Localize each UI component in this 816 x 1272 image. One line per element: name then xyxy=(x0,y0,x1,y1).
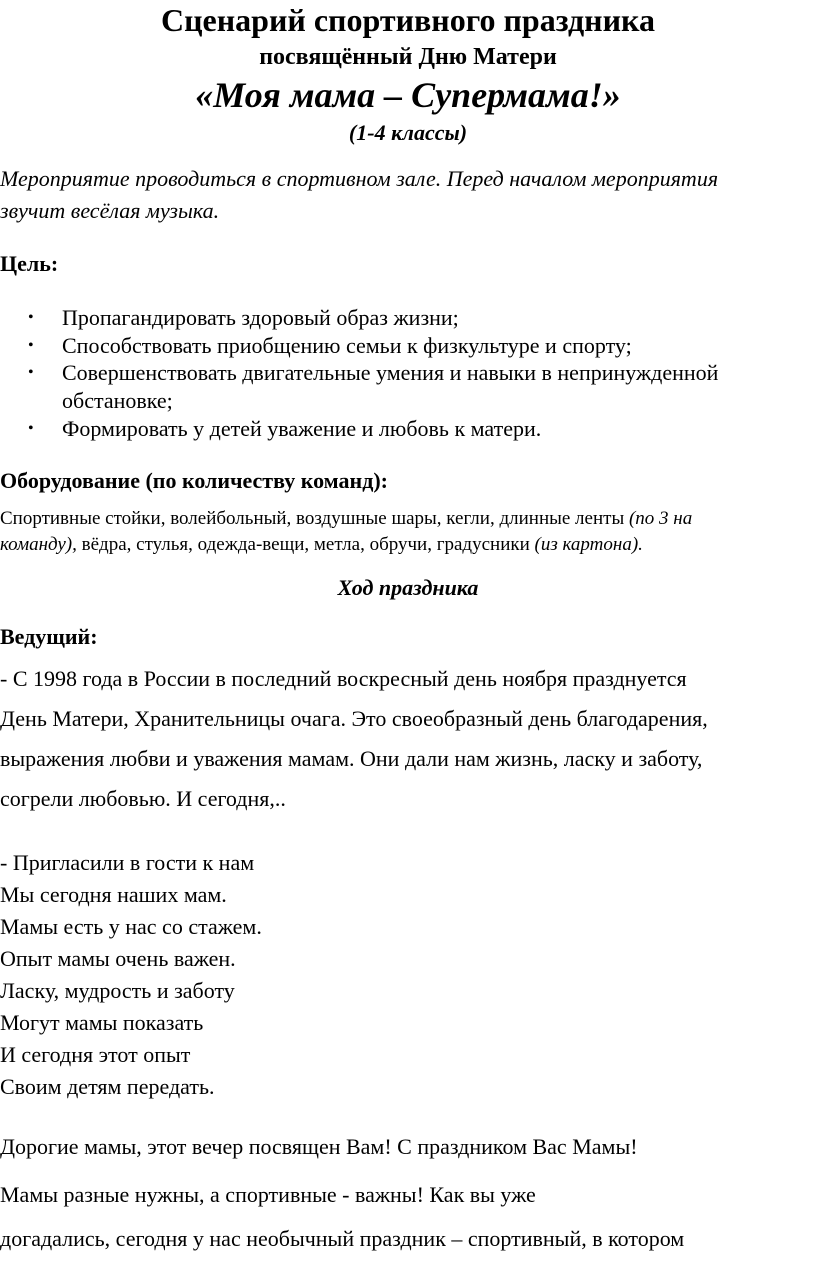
host-heading: Ведущий: xyxy=(0,624,98,649)
equipment-line-2: команду), вёдра, стулья, одежда-вещи, метла, обручи, градусники (из картона). xyxy=(0,534,643,555)
bullet-icon: • xyxy=(28,420,34,437)
poem-line: И сегодня этот опыт xyxy=(0,1042,191,1067)
greeting-line: Дорогие мамы, этот вечер посвящен Вам! С праздником Вас Мамы! xyxy=(0,1134,638,1159)
event-name: «Моя мама – Супермама!» xyxy=(195,75,621,115)
closing-para-line: Мамы разные нужны, а спортивные - важны! Как вы уже xyxy=(0,1182,536,1207)
host-para-line: выражения любви и уважения мамам. Они дали нам жизнь, ласку и заботу, xyxy=(0,746,703,771)
host-para-line: - С 1998 года в России в последний воскресный день ноября празднуется xyxy=(0,666,687,691)
poem-line: - Пригласили в гости к нам xyxy=(0,850,255,875)
bullet-icon: • xyxy=(28,309,34,326)
equipment-heading: Оборудование (по количеству команд): xyxy=(0,468,388,493)
document-subtitle: посвящённый Дню Матери xyxy=(259,44,557,70)
host-para-line: День Матери, Хранительницы очага. Это своеобразный день благодарения, xyxy=(0,706,708,731)
poem-line: Мамы есть у нас со стажем. xyxy=(0,914,262,939)
bullet-icon: • xyxy=(28,337,34,354)
course-heading: Ход праздника xyxy=(337,575,479,600)
poem-line: Опыт мамы очень важен. xyxy=(0,946,236,971)
document-title: Сценарий спортивного праздника xyxy=(160,2,655,38)
intro-line-2: звучит весёлая музыка. xyxy=(0,198,220,223)
document-page: Сценарий спортивного праздника посвящённый Дню Матери «Моя мама – Супермама!» (1-4 классы) Мероприятие проводиться в спортивном зале. Перед началом мероприятия звучит весёлая музыка. Цель: • Пропагандировать здоровый образ жизни; • Способствовать приобщению семьи к физкультуре и спорту; • Совершенствовать двигательные умения и навыки в непринужденной обстановке; • Формировать у детей уважение и любовь к матери. Оборудование (по количеству команд): Спортивные стойки, волейбольный, воздушные шары, кегли, длинные ленты (по 3 на команду), вёдра, стулья, одежда-вещи, метла, обручи, градусники (из картона). Ход праздника Ведущий: - С 1998 года в России в последний воскресный день ноября празднуется День Матери, Хранительницы очага. Это своеобразный день благодарения, выражения любви и уважения мамам. Они дали нам жизнь, ласку и заботу, согрели любовью. И сегодня,.. - Пригласили в гости к нам Мы сегодня наших мам. Мамы есть у нас со стажем. Опыт мамы очень важен. Ласку, мудрость и заботу Могут мамы показать И сегодня этот опыт Своим детям передать. Дорогие мамы, этот вечер посвящен Вам! С праздником Вас Мамы! Мамы разные нужны, а спортивные - важны! Как вы уже догадались, сегодня у нас необычный праздник – спортивный, в котором xyxy=(0,0,816,1272)
poem-line: Могут мамы показать xyxy=(0,1010,204,1035)
closing-para-line: догадались, сегодня у нас необычный праздник – спортивный, в котором xyxy=(0,1226,685,1251)
equipment-line-1: Спортивные стойки, волейбольный, воздушные шары, кегли, длинные ленты (по 3 на xyxy=(0,508,693,529)
grades-label: (1-4 классы) xyxy=(348,120,468,145)
goal-heading: Цель: xyxy=(0,251,59,276)
intro-line-1: Мероприятие проводиться в спортивном зале. Перед началом мероприятия xyxy=(0,166,719,191)
poem-line: Мы сегодня наших мам. xyxy=(0,882,227,907)
bullet-icon: • xyxy=(28,364,34,381)
poem-line: Ласку, мудрость и заботу xyxy=(0,978,235,1003)
poem-line: Своим детям передать. xyxy=(0,1074,215,1099)
host-para-line: согрели любовью. И сегодня,.. xyxy=(0,786,286,811)
